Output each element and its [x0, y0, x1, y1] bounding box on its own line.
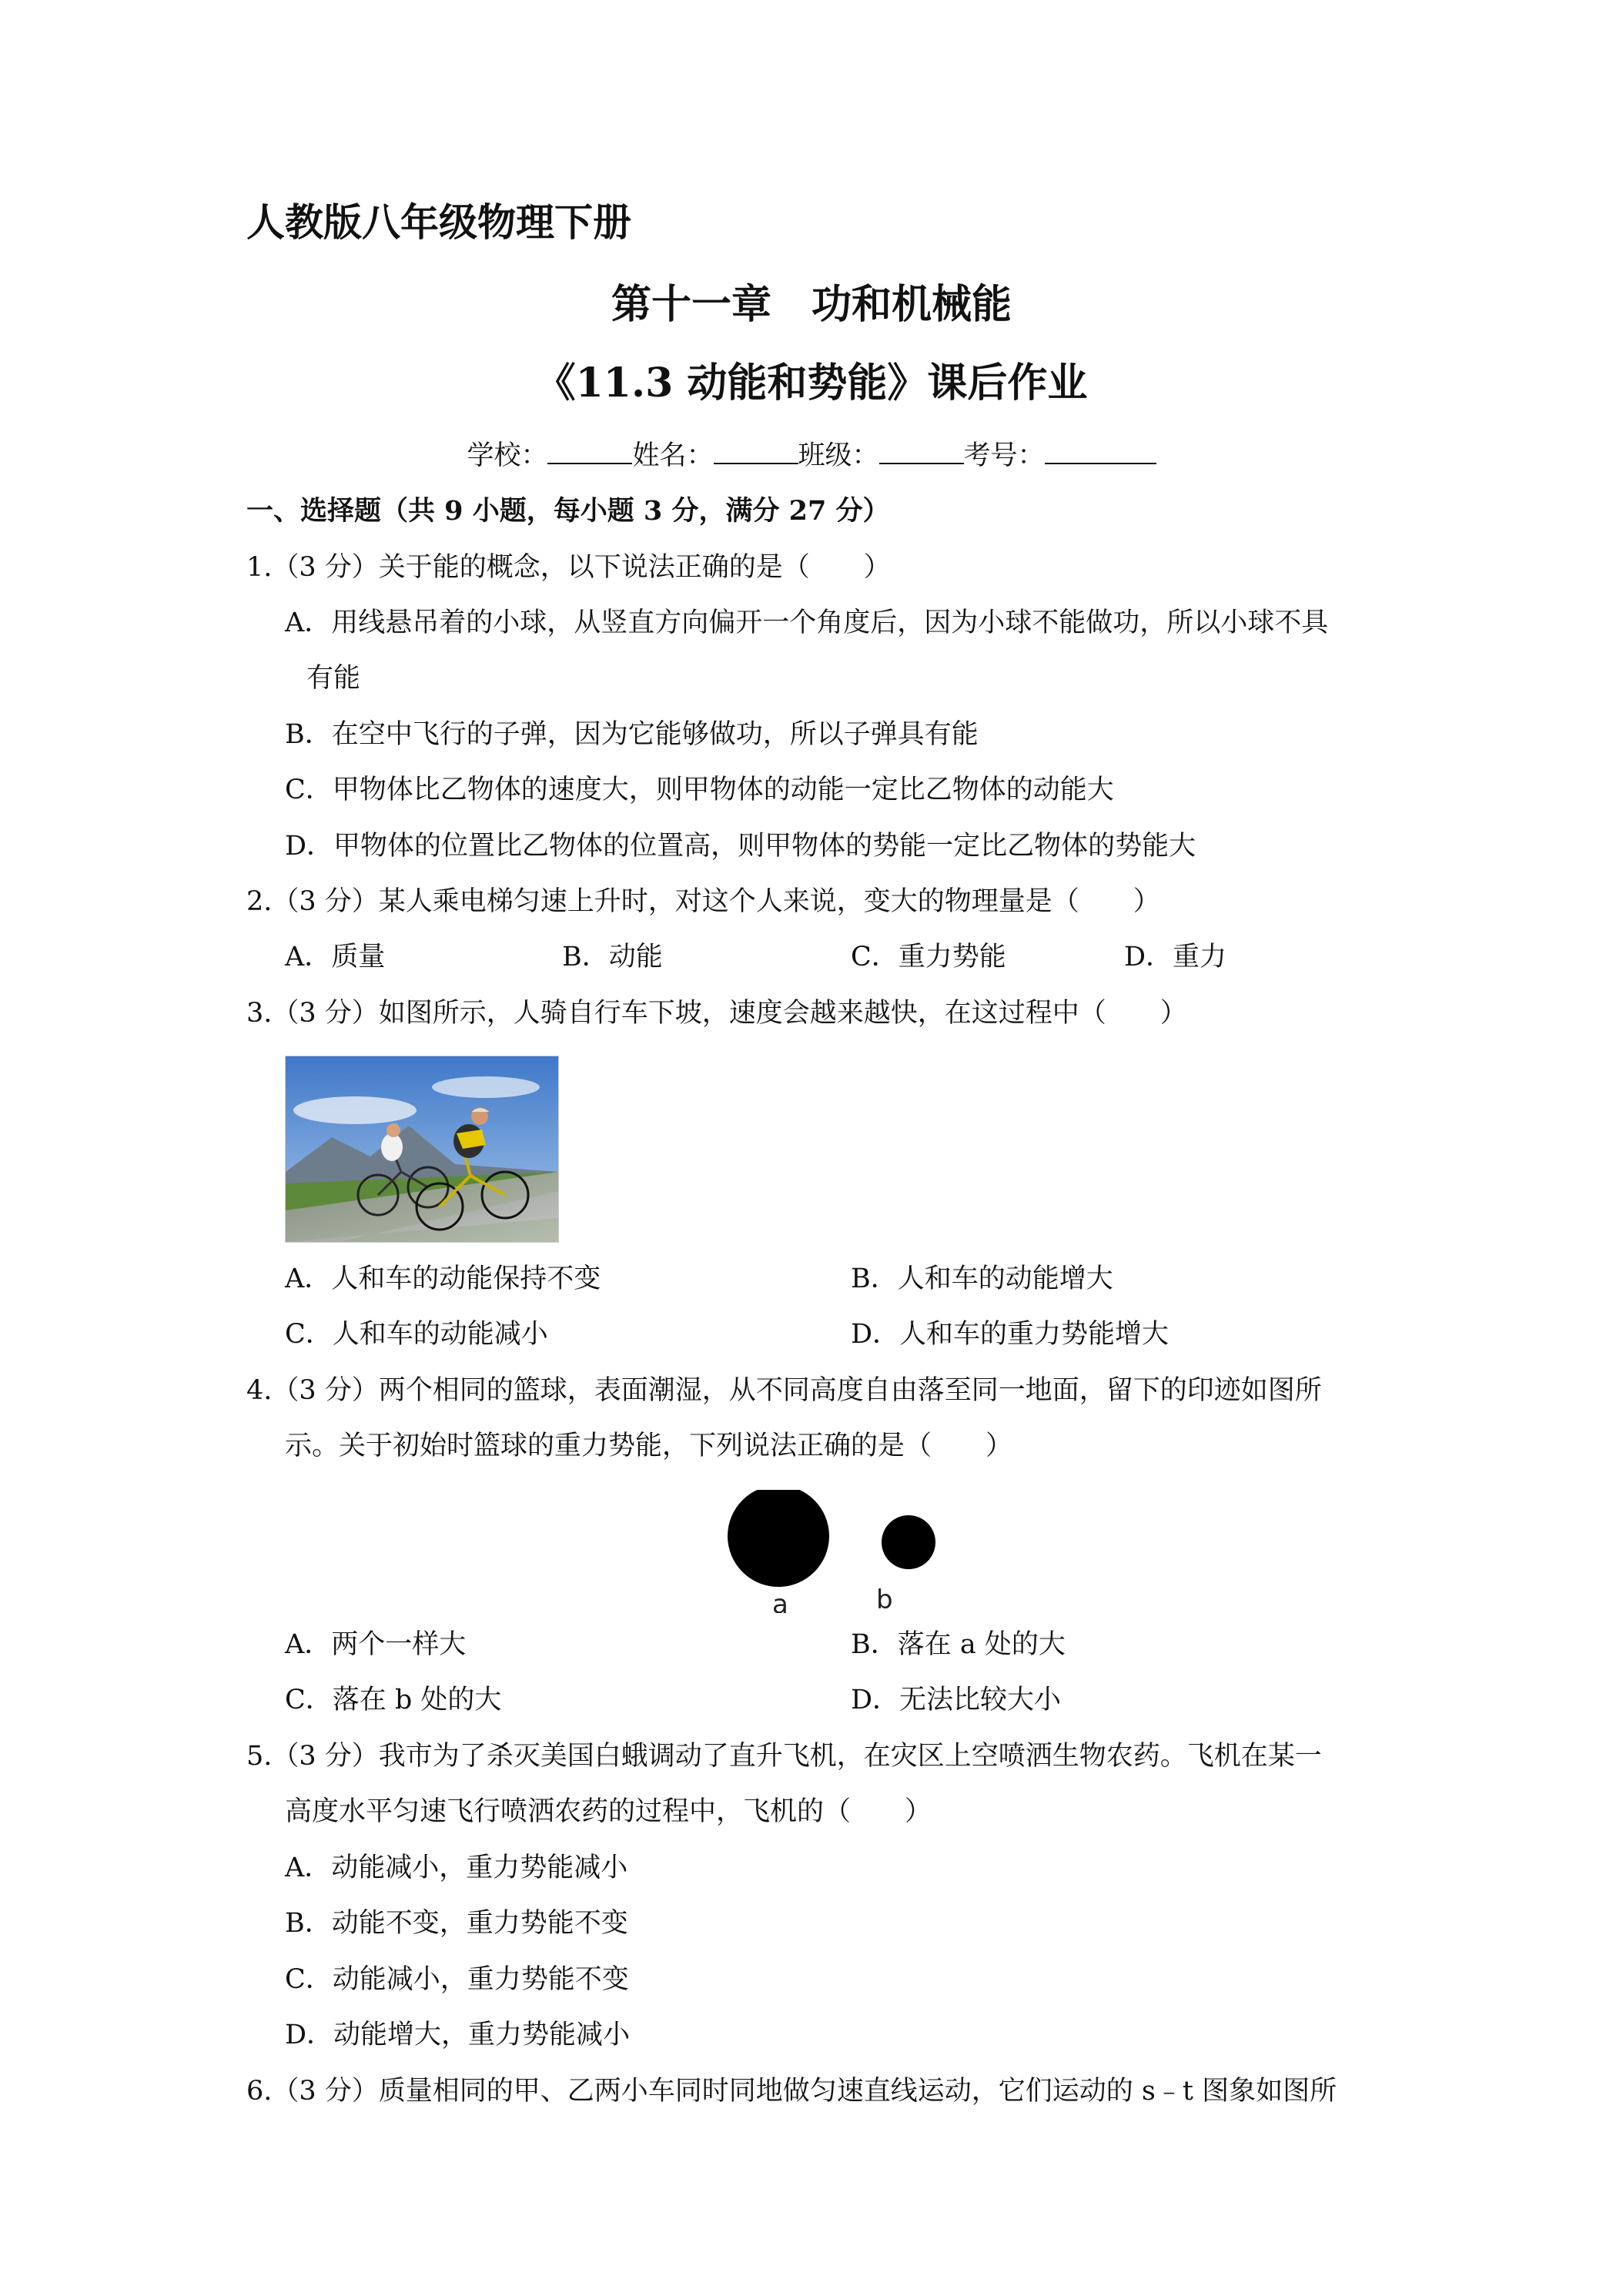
question-2-option-a: A．质量: [285, 942, 386, 972]
number-blank[interactable]: [1045, 440, 1156, 464]
question-4-option-c: C．落在 b 处的大: [285, 1685, 502, 1715]
imprint-b: [882, 1515, 935, 1569]
name-label: 姓名：: [632, 440, 714, 471]
chapter-title: 第十一章 功和机械能: [611, 281, 1012, 328]
question-5-option-b: B．动能不变，重力势能不变: [285, 1908, 628, 1939]
imprint-a: [728, 1490, 829, 1587]
question-1-option-c: C．甲物体比乙物体的速度大，则甲物体的动能一定比乙物体的动能大: [285, 775, 1114, 805]
imprint-b-label: b: [876, 1585, 893, 1613]
school-label: 学校：: [467, 440, 548, 471]
question-4-stem-cont: 示。关于初始时篮球的重力势能，下列说法正确的是（ ）: [285, 1431, 1013, 1461]
question-1-stem: 1.（3 分）关于能的概念，以下说法正确的是（ ）: [246, 552, 891, 583]
question-4-option-a: A．两个一样大: [285, 1629, 467, 1660]
student-info-line: [0, 439, 1623, 473]
question-1-option-a: A．用线悬吊着的小球，从竖直方向偏开一个角度后，因为小球不能做功，所以小球不具: [285, 607, 1329, 638]
school-blank[interactable]: [547, 440, 632, 464]
question-4-option-b: B．落在 a 处的大: [851, 1629, 1066, 1660]
question-2-option-c: C．重力势能: [851, 942, 1006, 972]
question-3-option-a: A．人和车的动能保持不变: [285, 1263, 601, 1294]
ball-imprints-figure: [728, 1490, 943, 1613]
book-title: 人教版八年级物理下册: [246, 199, 631, 245]
class-label: 班级：: [798, 440, 879, 471]
question-1-option-b: B．在空中飞行的子弹，因为它能够做功，所以子弹具有能: [285, 719, 979, 750]
question-3-option-d: D．人和车的重力势能增大: [851, 1319, 1170, 1350]
question-1-option-a-cont: 有能: [306, 663, 361, 694]
question-3-option-c: C．人和车的动能减小: [285, 1319, 548, 1350]
question-5-option-d: D．动能增大，重力势能减小: [285, 2020, 631, 2050]
cyclists-photo: [285, 1056, 559, 1243]
question-6-stem: 6.（3 分）质量相同的甲、乙两小车同时同地做匀速直线运动，它们运动的 s﹣t 图象如图所: [246, 2076, 1337, 2107]
question-2-option-b: B．动能: [562, 942, 663, 972]
question-2-option-d: D．重力: [1124, 942, 1227, 972]
question-5-stem-cont: 高度水平匀速飞行喷洒农药的过程中，飞机的（ ）: [285, 1796, 932, 1827]
question-4-stem: 4.（3 分）两个相同的篮球，表面潮湿，从不同高度自由落至同一地面，留下的印迹如图所: [246, 1375, 1322, 1406]
name-blank[interactable]: [714, 440, 798, 464]
cyclists-illustration: [286, 1056, 558, 1242]
question-2-stem: 2.（3 分）某人乘电梯匀速上升时，对这个人来说，变大的物理量是（ ）: [246, 886, 1160, 917]
question-4-option-d: D．无法比较大小: [851, 1685, 1062, 1715]
question-3-stem: 3.（3 分）如图所示，人骑自行车下坡，速度会越来越快，在这过程中（ ）: [246, 998, 1187, 1029]
imprint-a-label: a: [772, 1589, 788, 1613]
question-5-option-c: C．动能减小，重力势能不变: [285, 1964, 629, 1995]
class-blank[interactable]: [879, 440, 964, 464]
lesson-title: 《11.3 动能和势能》课后作业: [535, 360, 1088, 407]
question-1-option-d: D．甲物体的位置比乙物体的位置高，则甲物体的势能一定比乙物体的势能大: [285, 831, 1196, 862]
question-3-option-b: B．人和车的动能增大: [851, 1263, 1113, 1294]
section-heading: 一、选择题（共 9 小题，每小题 3 分，满分 27 分）: [246, 495, 890, 527]
question-5-option-a: A．动能减小，重力势能减小: [285, 1853, 628, 1883]
question-5-stem: 5.（3 分）我市为了杀灭美国白蛾调动了直升飞机，在灾区上空喷洒生物农药。飞机在某一: [246, 1741, 1322, 1772]
number-label: 考号：: [963, 440, 1045, 471]
